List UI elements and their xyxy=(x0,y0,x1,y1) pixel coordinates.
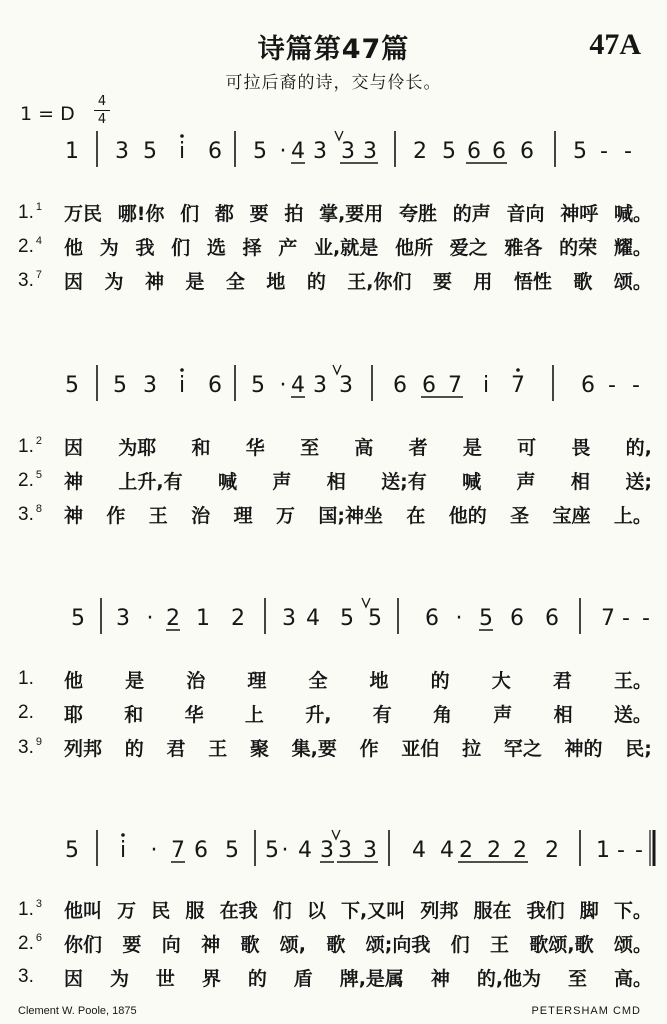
note: 5 xyxy=(265,838,279,863)
lyric-line xyxy=(18,927,652,959)
note: 6 xyxy=(520,139,534,164)
lyric-word: 君 xyxy=(552,669,572,692)
verse-number xyxy=(18,435,64,458)
verse-label: 2. xyxy=(18,702,34,723)
note: 6 xyxy=(422,373,436,398)
verse-label: 2. xyxy=(18,932,34,954)
verse-number xyxy=(18,932,64,955)
lyric-word: 神 xyxy=(201,933,221,956)
note: 1 xyxy=(196,606,210,631)
note-dash: - xyxy=(632,373,640,398)
lyric-word: 万 xyxy=(275,504,295,527)
lyric-word: 牌,是属 xyxy=(339,967,404,990)
page-subtitle: 可拉后裔的诗，交与伶长。 xyxy=(225,73,442,93)
lyric-word: 们 xyxy=(171,236,191,259)
lyric-word: 罕之 xyxy=(503,737,542,760)
lyric-word: 盾 xyxy=(293,967,313,990)
lyric-words xyxy=(64,930,652,957)
lyric-word: 上升,有 xyxy=(118,470,183,493)
note: 4 xyxy=(291,139,305,164)
lyric-words xyxy=(64,700,652,727)
lyric-word: 神 xyxy=(144,270,164,293)
lyric-line xyxy=(18,430,652,462)
lyric-word: 向 xyxy=(161,933,181,956)
lyric-line xyxy=(18,264,652,296)
lyric-word: 角 xyxy=(432,703,452,726)
octave-dot-above xyxy=(516,368,520,372)
verse-number xyxy=(18,503,64,526)
lyric-word: 相 xyxy=(570,470,590,493)
note-high-1: i xyxy=(482,373,490,398)
lyric-word: 神 xyxy=(64,504,84,527)
note: 6 xyxy=(425,606,439,631)
verse-label: 1. xyxy=(18,201,34,223)
verse-number xyxy=(18,469,64,492)
note-dash: - xyxy=(635,838,643,863)
note: 6 xyxy=(492,139,506,164)
lyric-word: 的, xyxy=(625,436,652,459)
lyric-word: 悟性 xyxy=(513,270,552,293)
lyric-line xyxy=(18,697,652,729)
lyric-word: 神的 xyxy=(564,737,603,760)
verse-label: 1. xyxy=(18,668,34,689)
lyric-word: 耶 xyxy=(64,703,84,726)
lyric-word: 拍 xyxy=(284,202,304,225)
note: 5 xyxy=(253,139,267,164)
verse-label: 1. xyxy=(18,898,34,920)
lyric-word: 雅各 xyxy=(504,236,543,259)
lyric-word: 相 xyxy=(326,470,346,493)
lyric-word: 华 xyxy=(245,436,265,459)
note: 5 xyxy=(65,838,79,863)
lyric-word: 要 xyxy=(432,270,452,293)
lyric-word: 相 xyxy=(553,703,573,726)
verse-number xyxy=(18,235,64,258)
lyric-word: 理 xyxy=(233,504,253,527)
lyric-word: 神 xyxy=(430,967,450,990)
lyric-word: 王 xyxy=(148,504,168,527)
lyric-word: 产 xyxy=(278,236,298,259)
lyric-line xyxy=(18,498,652,530)
note: 2 xyxy=(231,606,245,631)
note: 5 xyxy=(65,373,79,398)
composer-credit: Clement W. Poole, 1875 xyxy=(18,1005,137,1017)
lyric-word: 华 xyxy=(184,703,204,726)
note-dash: - xyxy=(624,139,632,164)
lyric-word: 万民 xyxy=(64,202,103,225)
verse-label: 1. xyxy=(18,435,34,457)
lyric-word: 选 xyxy=(206,236,226,259)
verse-reference: 7 xyxy=(35,268,42,281)
note: 2 xyxy=(487,838,501,863)
lyric-word: 地 xyxy=(369,669,389,692)
lyric-word: 高 xyxy=(354,436,374,459)
note: 3 xyxy=(313,139,327,164)
lyric-word: 是 xyxy=(185,270,205,293)
lyric-word: 用 xyxy=(473,270,493,293)
lyric-word: 服在 xyxy=(473,899,512,922)
lyric-word: 治 xyxy=(191,504,211,527)
lyric-word: 声 xyxy=(516,470,536,493)
note: 7 xyxy=(601,606,615,631)
verse-number xyxy=(18,668,64,690)
lyric-word: 的,他为 xyxy=(476,967,542,990)
lyric-word: 爱之 xyxy=(449,236,488,259)
lyric-word: 和 xyxy=(191,436,211,459)
lyric-word: 神 xyxy=(64,470,84,493)
lyric-word: 喊。 xyxy=(613,202,652,225)
note: 4 xyxy=(306,606,320,631)
lyric-words xyxy=(64,896,652,923)
note-high-1: i xyxy=(178,139,186,164)
lyric-words xyxy=(64,233,652,260)
note-dash: - xyxy=(608,373,616,398)
lyric-word: 界 xyxy=(201,967,221,990)
lyric-word: 声 xyxy=(493,703,513,726)
lyric-word: 的 xyxy=(430,669,450,692)
lyric-word: 的荣 xyxy=(559,236,598,259)
lyric-word: 拉 xyxy=(462,737,482,760)
note: 5 xyxy=(442,139,456,164)
lyric-word: 脚 xyxy=(579,899,599,922)
verse-number xyxy=(18,269,64,292)
verse-label: 3. xyxy=(18,503,34,525)
note-dot: · xyxy=(281,838,289,863)
lyric-line xyxy=(18,731,652,763)
lyric-word: 送。 xyxy=(613,703,652,726)
lyric-word: 大 xyxy=(491,669,511,692)
lyric-word: 我 xyxy=(135,236,155,259)
note-dot: · xyxy=(455,606,463,631)
note: 6 xyxy=(545,606,559,631)
note: 6 xyxy=(467,139,481,164)
lyric-word: 王 xyxy=(490,933,510,956)
lyric-word: 夸胜 xyxy=(399,202,438,225)
note: 6 xyxy=(581,373,595,398)
lyric-words xyxy=(64,501,652,528)
lyric-word: 以 xyxy=(306,899,326,922)
lyric-word: 地 xyxy=(266,270,286,293)
lyric-word: 升, xyxy=(305,703,332,726)
lyric-word: 择 xyxy=(242,236,262,259)
verse-label: 3. xyxy=(18,736,34,758)
lyric-word: 国;神坐 xyxy=(318,504,383,527)
lyric-word: 治 xyxy=(186,669,206,692)
lyric-word: 列邦 xyxy=(64,737,103,760)
note-high-1: i xyxy=(119,838,127,863)
lyric-word: 业,就是 xyxy=(314,236,379,259)
verse-reference: 1 xyxy=(35,200,42,213)
note: 5 xyxy=(71,606,85,631)
verse-number xyxy=(18,736,64,759)
lyric-word: 的 xyxy=(124,737,144,760)
note: 5 xyxy=(143,139,157,164)
note: 6 xyxy=(393,373,407,398)
lyric-word: 王。 xyxy=(613,669,652,692)
lyric-word: 王,你们 xyxy=(347,270,412,293)
time-signature-bottom: 4 xyxy=(97,112,107,127)
lyric-word: 列邦 xyxy=(420,899,459,922)
note: 2 xyxy=(513,838,527,863)
lyric-word: 神呼 xyxy=(560,202,599,225)
lyric-word: 在 xyxy=(406,504,426,527)
note: 6 xyxy=(208,139,222,164)
verse-reference: 3 xyxy=(35,897,42,910)
music-row xyxy=(65,830,654,866)
note: 2 xyxy=(459,838,473,863)
lyric-word: 歌颂,歌 xyxy=(529,933,594,956)
lyric-word: 服 xyxy=(185,899,205,922)
verse-label: 2. xyxy=(18,235,34,257)
verse-number xyxy=(18,201,64,224)
lyric-words xyxy=(64,267,652,294)
lyric-word: 和 xyxy=(124,703,144,726)
lyric-line xyxy=(18,893,652,925)
lyric-words xyxy=(64,964,652,991)
verse-reference: 6 xyxy=(35,931,42,944)
verse-reference: 4 xyxy=(35,234,42,247)
note: 6 xyxy=(510,606,524,631)
tune-name: PETERSHAM CMD xyxy=(531,1005,641,1017)
lyric-word: 是 xyxy=(462,436,482,459)
lyric-word: 哪!你 xyxy=(117,202,165,225)
lyric-word: 畏 xyxy=(571,436,591,459)
lyric-word: 歌 xyxy=(240,933,260,956)
lyric-word: 民 xyxy=(151,899,171,922)
lyric-word: 因 xyxy=(64,436,84,459)
octave-dot-above xyxy=(121,833,125,837)
note: 1 xyxy=(65,139,79,164)
lyric-word: 上 xyxy=(244,703,264,726)
lyric-word: 者 xyxy=(408,436,428,459)
lyric-word: 的 xyxy=(247,967,267,990)
lyric-word: 颂;向我 xyxy=(365,933,431,956)
note: 5 xyxy=(225,838,239,863)
lyric-line xyxy=(18,196,652,228)
lyric-word: 们 xyxy=(450,933,470,956)
note: 3 xyxy=(320,838,334,863)
verse-label: 2. xyxy=(18,469,34,491)
lyric-word: 送; xyxy=(625,470,652,493)
lyric-word: 君 xyxy=(166,737,186,760)
lyric-word: 万 xyxy=(117,899,137,922)
verse-reference: 9 xyxy=(35,735,42,748)
lyric-word: 高。 xyxy=(613,967,652,990)
note: 3 xyxy=(282,606,296,631)
lyric-line xyxy=(18,464,652,496)
music-row xyxy=(71,598,650,634)
verse-number xyxy=(18,898,64,921)
lyric-word: 是 xyxy=(125,669,145,692)
note: 5 xyxy=(479,606,493,631)
note: 3 xyxy=(341,139,355,164)
lyric-word: 可 xyxy=(517,436,537,459)
note: 7 xyxy=(511,373,525,398)
verse-reference: 2 xyxy=(35,434,42,447)
lyric-word: 集,要 xyxy=(291,737,337,760)
lyric-word: 为 xyxy=(109,967,129,990)
lyric-word: 为 xyxy=(99,236,119,259)
note: 3 xyxy=(115,139,129,164)
lyric-word: 聚 xyxy=(249,737,269,760)
note: 2 xyxy=(545,838,559,863)
note: 5 xyxy=(573,139,587,164)
lyric-words xyxy=(64,734,652,761)
lyric-word: 送;有 xyxy=(381,470,427,493)
lyric-word: 要 xyxy=(122,933,142,956)
note-high-1: i xyxy=(178,373,186,398)
lyric-word: 音向 xyxy=(506,202,545,225)
lyric-word: 我们 xyxy=(526,899,565,922)
note: 1 xyxy=(596,838,610,863)
time-signature-top: 4 xyxy=(97,94,107,109)
lyric-word: 上。 xyxy=(613,504,652,527)
note: 7 xyxy=(448,373,462,398)
verse-reference: 5 xyxy=(35,468,42,481)
lyric-word: 颂。 xyxy=(613,270,652,293)
note: 5 xyxy=(368,606,382,631)
lyric-word: 至 xyxy=(567,967,587,990)
lyric-word: 他的 xyxy=(448,504,487,527)
note: 3 xyxy=(116,606,130,631)
lyric-word: 在我 xyxy=(219,899,258,922)
lyric-word: 掌,要用 xyxy=(319,202,384,225)
lyric-line xyxy=(18,961,652,993)
note-dot: · xyxy=(150,838,158,863)
lyric-word: 世 xyxy=(155,967,175,990)
hymn-number: 47A xyxy=(589,28,641,61)
lyric-word: 下。 xyxy=(613,899,652,922)
note: 4 xyxy=(291,373,305,398)
note: 3 xyxy=(339,373,353,398)
verse-label: 3. xyxy=(18,966,34,987)
note-dash: - xyxy=(600,139,608,164)
lyric-word: 全 xyxy=(225,270,245,293)
lyric-word: 歌 xyxy=(326,933,346,956)
lyric-words xyxy=(64,433,652,460)
note: 4 xyxy=(298,838,312,863)
key-signature: 1 = D xyxy=(20,103,75,125)
lyric-word: 至 xyxy=(300,436,320,459)
lyric-word: 亚伯 xyxy=(401,737,440,760)
octave-dot-above xyxy=(180,134,184,138)
lyric-word: 因 xyxy=(64,967,84,990)
lyric-word: 他 xyxy=(64,236,84,259)
note-dot: · xyxy=(279,139,287,164)
music-row xyxy=(65,365,640,401)
lyric-word: 作 xyxy=(106,504,126,527)
lyric-line xyxy=(18,663,652,695)
note-dash: - xyxy=(622,606,630,631)
lyric-word: 的声 xyxy=(452,202,491,225)
page-title: 诗篇第47篇 xyxy=(257,34,410,65)
lyric-word: 喊 xyxy=(462,470,482,493)
lyric-word: 为 xyxy=(104,270,124,293)
lyric-word: 颂。 xyxy=(613,933,652,956)
lyric-word: 你们 xyxy=(64,933,103,956)
lyric-word: 声 xyxy=(272,470,292,493)
note: 2 xyxy=(413,139,427,164)
lyric-word: 全 xyxy=(308,669,328,692)
music-row xyxy=(65,131,632,167)
lyric-word: 们 xyxy=(272,899,292,922)
lyric-word: 王 xyxy=(208,737,228,760)
lyric-line xyxy=(18,230,652,262)
lyric-word: 他 xyxy=(64,669,84,692)
lyric-words xyxy=(64,199,652,226)
note: 3 xyxy=(338,838,352,863)
octave-dot-above xyxy=(180,368,184,372)
note: 3 xyxy=(143,373,157,398)
lyric-word: 为耶 xyxy=(118,436,157,459)
note: 5 xyxy=(251,373,265,398)
lyric-words xyxy=(64,666,652,693)
note: 6 xyxy=(194,838,208,863)
lyric-word: 颂, xyxy=(279,933,307,956)
lyric-word: 因 xyxy=(64,270,84,293)
lyric-word: 民; xyxy=(625,737,652,760)
note: 3 xyxy=(363,838,377,863)
note: 4 xyxy=(412,838,426,863)
verse-number xyxy=(18,966,64,988)
lyric-word: 作 xyxy=(359,737,379,760)
lyric-word: 歌 xyxy=(573,270,593,293)
lyric-word: 喊 xyxy=(217,470,237,493)
note-dot: · xyxy=(279,373,287,398)
lyric-word: 圣 xyxy=(510,504,530,527)
note-dash: - xyxy=(642,606,650,631)
verse-number xyxy=(18,702,64,724)
note: 5 xyxy=(340,606,354,631)
lyric-word: 耀。 xyxy=(613,236,652,259)
verse-reference: 8 xyxy=(35,502,42,515)
lyric-word: 他叫 xyxy=(64,899,103,922)
lyric-word: 的 xyxy=(306,270,326,293)
note: 4 xyxy=(440,838,454,863)
note: 3 xyxy=(363,139,377,164)
verse-label: 3. xyxy=(18,269,34,291)
note: 7 xyxy=(171,838,185,863)
lyric-word: 理 xyxy=(247,669,267,692)
lyric-word: 要 xyxy=(249,202,269,225)
note: 2 xyxy=(166,606,180,631)
lyric-word: 有 xyxy=(372,703,392,726)
note-dot: · xyxy=(146,606,154,631)
note: 6 xyxy=(208,373,222,398)
lyric-word: 们 xyxy=(180,202,200,225)
lyric-word: 宝座 xyxy=(552,504,591,527)
note-dash: - xyxy=(617,838,625,863)
note: 5 xyxy=(113,373,127,398)
lyric-words xyxy=(64,467,652,494)
lyric-word: 他所 xyxy=(394,236,433,259)
note: 3 xyxy=(313,373,327,398)
lyric-word: 都 xyxy=(214,202,234,225)
lyric-word: 下,又叫 xyxy=(340,899,406,922)
